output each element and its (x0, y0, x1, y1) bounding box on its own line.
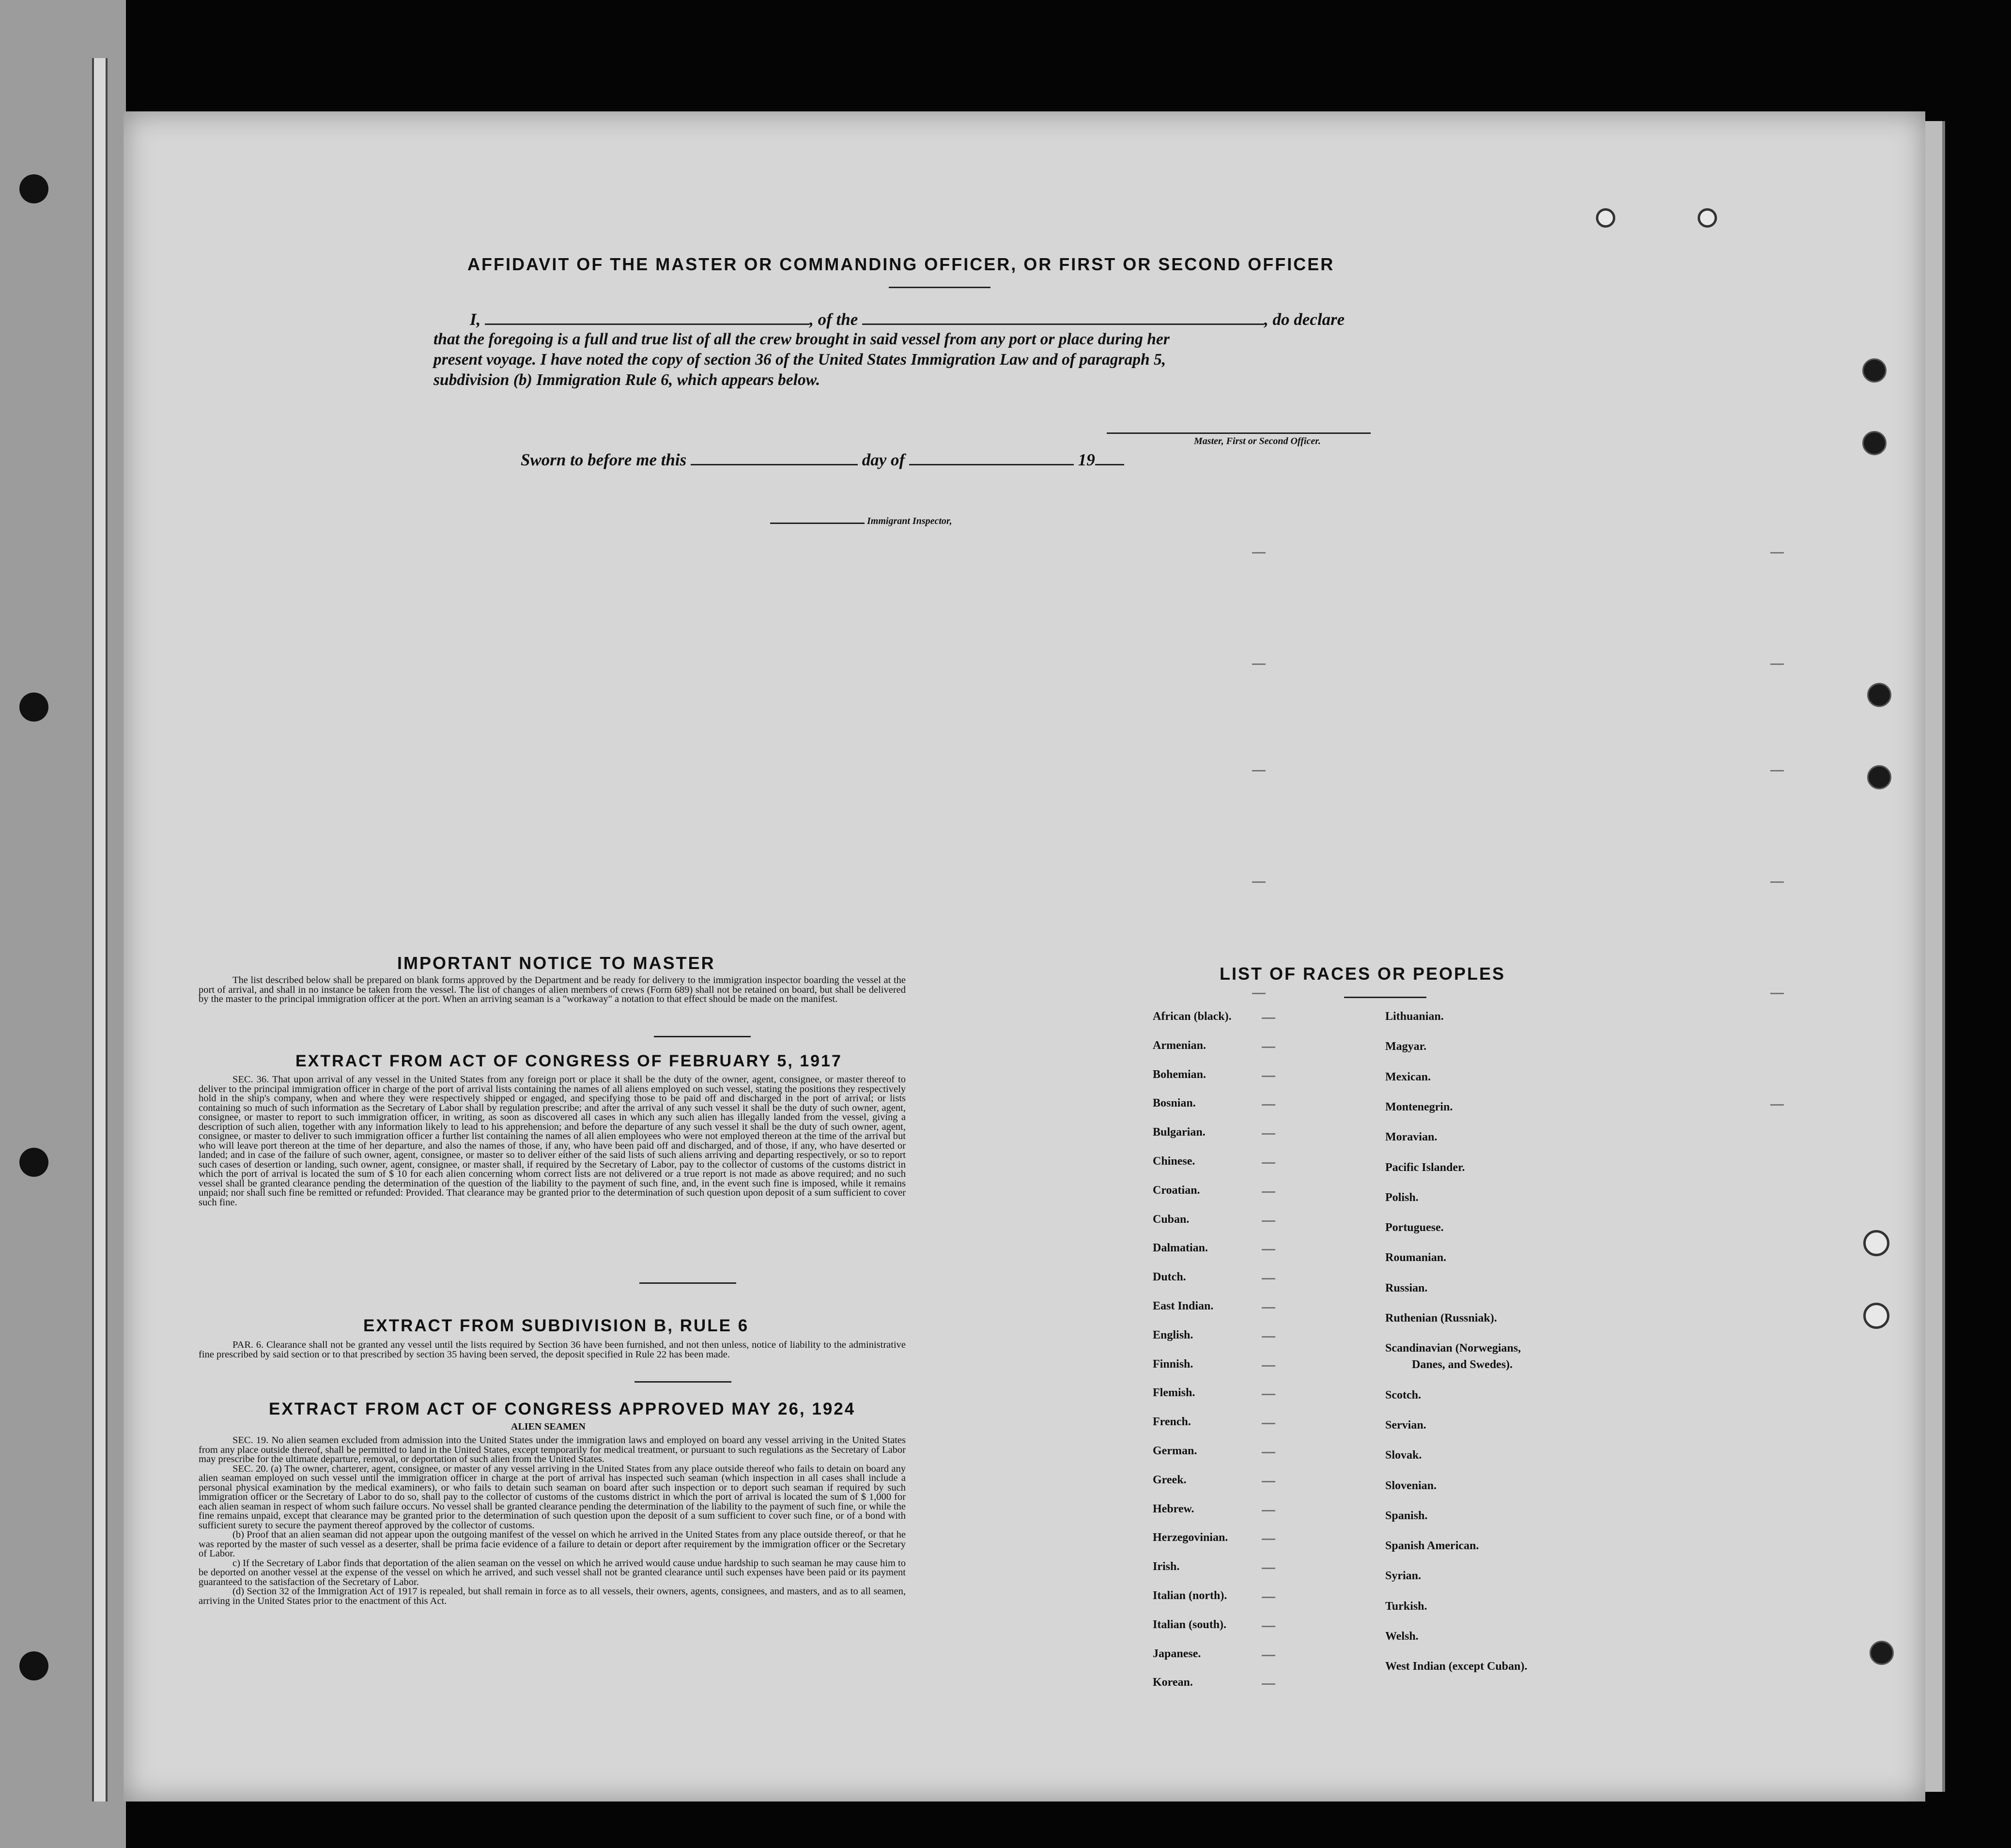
race-item: Herzegovinian. (1153, 1531, 1228, 1544)
bleed-through-mark (1262, 1539, 1275, 1540)
punch-hole (1862, 431, 1887, 455)
sworn-label: Sworn to before me this (521, 450, 687, 469)
section-19-paragraph: SEC. 19. No alien seamen excluded from admission into the United States under the immigration laws and employed on board any vessel arriving in the United States from any place outside thereof, shall be permitted to land in the United States, except temporarily for medical treatment, or pursuant to such regulations as the Secretary of Labor may prescribe for the ultimate departure, removal, or deportation of such alien from the United States. (199, 1435, 906, 1464)
affidavit-of-the-label: , of the (809, 310, 858, 329)
affidavit-line-1 (470, 310, 1345, 329)
race-item: Magyar. (1385, 1040, 1427, 1053)
punch-hole (1867, 765, 1891, 789)
race-item: Finnish. (1153, 1357, 1193, 1371)
extract-1924-title: EXTRACT FROM ACT OF CONGRESS APPROVED MAY 26, 1924 (269, 1400, 856, 1418)
affidavit-line-3: present voyage. I have noted the copy of section 36 of the United States Immigration Law and of paragraph 5, (433, 351, 1166, 369)
affidavit-line-2: that the foregoing is a full and true list of all the crew brought in said vessel from any port or place during her (433, 330, 1170, 348)
section-20c-paragraph: c) If the Secretary of Labor finds that deportation of the alien seaman on the vessel on which he arrived would cause undue hardship to such seaman he may cause him to be deported on another vessel at the expense of the vessel on which he arrived, and such vessel shall not be granted clearance until such expenses have been paid or its payment guaranteed to the satisfaction of the Secretary of Labor. (199, 1557, 906, 1587)
race-item: English. (1153, 1328, 1193, 1341)
bleed-through-mark (1770, 993, 1784, 994)
bleed-through-mark (1770, 770, 1784, 771)
race-item: Welsh. (1385, 1630, 1419, 1643)
bleed-through-mark (1262, 1104, 1275, 1106)
title-rule (889, 287, 990, 288)
bleed-through-mark (1262, 1307, 1275, 1309)
race-item: Lithuanian. (1385, 1010, 1444, 1023)
race-item: Bohemian. (1153, 1068, 1207, 1081)
race-item: Syrian. (1385, 1570, 1422, 1583)
race-item: Korean. (1153, 1676, 1193, 1689)
section-rule (654, 1036, 751, 1037)
bleed-through-mark (1252, 993, 1266, 994)
races-title: LIST OF RACES OR PEOPLES (1220, 964, 1506, 984)
bleed-through-mark (1262, 1017, 1275, 1019)
race-item: Bulgarian. (1153, 1126, 1206, 1139)
race-item: French. (1153, 1416, 1191, 1429)
race-item: West Indian (except Cuban). (1385, 1660, 1528, 1673)
bleed-through-mark (1262, 1249, 1275, 1250)
extract-rule6-text-block (199, 1340, 906, 1359)
race-item: Dutch. (1153, 1271, 1186, 1284)
bleed-through-mark (1262, 1394, 1275, 1395)
bleed-through-mark (1262, 1191, 1275, 1193)
bleed-through-mark (1770, 1104, 1784, 1106)
punch-hole (1698, 208, 1717, 228)
binder-edge (92, 58, 108, 1802)
race-item: Spanish American. (1385, 1540, 1479, 1553)
race-item: Slovenian. (1385, 1479, 1437, 1492)
race-item: Flemish. (1153, 1386, 1195, 1400)
race-item: Italian (south). (1153, 1618, 1227, 1631)
punch-hole (1863, 1230, 1889, 1256)
bleed-through-mark (1262, 1220, 1275, 1222)
section-20d-paragraph: (d) Section 32 of the Immigration Act of 1917 is repealed, but shall remain in force as to all vessels, their owners, agents, consignees, and masters, and as to all seamen, arriving in the United States prior to the enactment of this Act. (199, 1586, 906, 1606)
signature-line[interactable] (1107, 432, 1371, 434)
race-item: Pacific Islander. (1385, 1161, 1465, 1174)
bleed-through-mark (1262, 1597, 1275, 1598)
inspector-caption: Immigrant Inspector, (867, 516, 952, 526)
affidavit-line-4: subdivision (b) Immigration Rule 6, which appears below. (433, 371, 820, 389)
affidavit-declare-label: , do declare (1264, 310, 1345, 329)
binder-hole (19, 1651, 48, 1680)
race-item: Armenian. (1153, 1039, 1206, 1052)
sworn-line (521, 450, 1124, 470)
extract-rule6-title: EXTRACT FROM SUBDIVISION B, RULE 6 (363, 1316, 749, 1335)
bleed-through-mark (1770, 881, 1784, 883)
race-item: Moravian. (1385, 1131, 1438, 1144)
extract-1917-text-block (199, 1075, 906, 1207)
alien-seamen-subtitle: ALIEN SEAMEN (511, 1421, 586, 1432)
race-item: Spanish. (1385, 1509, 1428, 1522)
race-item: Scandinavian (Norwegians, (1385, 1342, 1521, 1355)
race-item: Bosnian. (1153, 1097, 1196, 1110)
vessel-blank[interactable] (862, 323, 1264, 325)
sworn-year-blank[interactable] (1095, 464, 1124, 465)
sworn-day-blank[interactable] (691, 464, 858, 465)
race-item: Dalmatian. (1153, 1242, 1208, 1255)
race-item: German. (1153, 1445, 1197, 1457)
bleed-through-mark (1770, 663, 1784, 665)
section-rule (639, 1282, 736, 1284)
bleed-through-mark (1252, 770, 1266, 771)
bleed-through-mark (1262, 1336, 1275, 1338)
race-item: Montenegrin. (1385, 1100, 1453, 1113)
bleed-through-mark (1262, 1365, 1275, 1367)
race-item: Turkish. (1385, 1600, 1427, 1613)
race-item: Irish. (1153, 1560, 1180, 1573)
punch-hole (1863, 1303, 1889, 1329)
signature-caption: Master, First or Second Officer. (1194, 436, 1321, 447)
race-item: Chinese. (1153, 1155, 1195, 1168)
bleed-through-mark (1252, 663, 1266, 665)
bleed-through-mark (1262, 1133, 1275, 1135)
bleed-through-mark (1262, 1655, 1275, 1656)
bleed-through-mark (1262, 1076, 1275, 1077)
section-20a-paragraph: SEC. 20. (a) The owner, charterer, agent, consignee, or master of any vessel arriving in the United States from any place outside thereof who fails to detain on board any alien seaman employed on such vessel until the immigration officer in charge at the port of arrival has inspected such seaman (which inspection in all cases shall include a personal physical examination by the medical examiners), or who fails to detain such seaman on board after such inspection or to deport such seaman if required by such immigration officer or the Secretary of Labor to do so, shall pay to the collector of customs of the customs district in which the port of arrival is located the sum of $ 1,000 for each alien seaman in respect of whom such failure occurs. No vessel shall be granted clearance pending the determination of the liability to the payment of such fine, or while the fine remains unpaid, except that clearance may be granted prior to the determination of such question upon the deposit of a sum sufficient to cover such fine, or of a bond with sufficient surety to secure the payment thereof approved by the collector of customs. (199, 1463, 906, 1531)
bleed-through-mark (1262, 1278, 1275, 1279)
bleed-through-mark (1770, 552, 1784, 554)
race-item: Servian. (1385, 1418, 1426, 1432)
race-item: Italian (north). (1153, 1589, 1227, 1602)
document-page (124, 111, 1925, 1802)
race-item: Polish. (1385, 1191, 1419, 1204)
affidavit-title: AFFIDAVIT OF THE MASTER OR COMMANDING OFFICER, OR FIRST OR SECOND OFFICER (467, 254, 1335, 274)
race-item: Hebrew. (1153, 1502, 1194, 1515)
race-item: Cuban. (1153, 1213, 1190, 1226)
section-rule (1344, 997, 1426, 998)
bleed-through-mark (1262, 1162, 1275, 1164)
bleed-through-mark (1252, 552, 1266, 554)
punch-hole (1867, 683, 1891, 707)
section-20b-paragraph: (b) Proof that an alien seaman did not appear upon the outgoing manifest of the vessel on which he arrived in the United States from any place outside thereof, or that he was reported by the master of such vessel as a deserter, shall be prima facie evidence of a failure to detain or deport after requirement by the immigration officer or the Secretary of Labor. (199, 1529, 906, 1559)
race-item: Scotch. (1385, 1388, 1421, 1401)
bleed-through-mark (1262, 1047, 1275, 1048)
bleed-through-mark (1262, 1568, 1275, 1569)
bleed-through-mark (1262, 1626, 1275, 1627)
race-item: Roumanian. (1385, 1251, 1447, 1264)
extract-1924-text-block (199, 1436, 906, 1606)
section-rule (634, 1381, 731, 1383)
inspector-line (770, 516, 952, 527)
binder-hole (19, 693, 48, 722)
extract-1917-title: EXTRACT FROM ACT OF CONGRESS OF FEBRUARY 5, 1917 (295, 1052, 842, 1070)
race-item: Danes, and Swedes). (1412, 1358, 1513, 1371)
race-item: Russian. (1385, 1281, 1428, 1294)
race-item: Japanese. (1153, 1647, 1201, 1660)
race-item: Portuguese. (1385, 1221, 1444, 1234)
bleed-through-mark (1252, 881, 1266, 883)
section-36-paragraph: SEC. 36. That upon arrival of any vessel in the United States from any foreign port or place it shall be the duty of the owner, agent, consignee, or master thereof to deliver to the principal immigration officer in charge of the port of arrival lists containing the names of all aliens employed on such vessel, stating the positions they respectively hold in the ship's company, when and where they were respectively shipped or engaged, and specifying those to be paid off and discharged in the port of arrival; or lists containing so much of such information as the Secretary of Labor shall by regulation prescribe; and after the arrival of any such vessel it shall be the duty of such owner, agent, consignee, or master to report to such immigration officer, in writing, as soon as discovered all cases in which any such alien has illegally landed from the vessel, giving a description of such alien, together with any information likely to lead to his apprehension; and before the departure of any such vessel it shall be the duty of such owner, agent, consignee, or master to deliver to such immigration officer a further list containing the names of all alien employees who were not employed thereon at the time of the arrival but who will leave port thereon at the time of her departure, and also the names of those, if any, who have been paid off and discharged, and of those, if any, who have deserted or landed; and in case of the failure of such owner, agent, consignee, or master so to deliver either of the said lists of such aliens arriving and departing respectively, or so to report such cases of desertion or landing, such owner, agent, consignee, or master shall, if required by the Secretary of Labor, pay to the collector of customs of the customs district in which the port of arrival is located the sum of $ 10 for each alien concerning whom correct lists are not delivered or a true report is not made as above required; and no such vessel shall be granted clearance pending the determination of the question of the liability to the payment of such fine, and, in the event such fine is imposed, while it remains unpaid; nor shall such fine be remitted or refunded: Provided. That clearance may be granted prior to the determination of such question upon deposit of a sum sufficient to cover such fine. (199, 1074, 906, 1208)
race-item: African (black). (1153, 1010, 1232, 1023)
bleed-through-mark (1262, 1481, 1275, 1482)
affidavit-i-label: I, (470, 310, 481, 329)
inspector-signature-blank[interactable] (770, 523, 865, 524)
year-prefix-label: 19 (1078, 450, 1095, 469)
race-item: Mexican. (1385, 1070, 1431, 1083)
paragraph-6: PAR. 6. Clearance shall not be granted any vessel until the lists required by Section 36 have been furnished, and not then unless, notice of liability to the administrative fine prescribed by said section or to that prescribed by section 35 having been served, the deposit specified in Rule 22 has been made. (199, 1340, 906, 1360)
punch-hole (1870, 1641, 1894, 1665)
race-item: East Indian. (1153, 1300, 1214, 1312)
bleed-through-mark (1262, 1683, 1275, 1685)
bleed-through-mark (1262, 1452, 1275, 1453)
sworn-month-blank[interactable] (909, 464, 1074, 465)
notice-title: IMPORTANT NOTICE TO MASTER (397, 953, 715, 973)
binder-hole (19, 1148, 48, 1177)
name-blank[interactable] (485, 323, 809, 325)
bleed-through-mark (1262, 1510, 1275, 1511)
race-item: Slovak. (1385, 1449, 1422, 1462)
bleed-through-mark (1262, 1423, 1275, 1424)
race-item: Greek. (1153, 1473, 1187, 1486)
notice-paragraph: The list described below shall be prepared on blank forms approved by the Department and be ready for delivery to the immigration inspector boarding the vessel at the port of arrival, and shall in no instance be taken from the vessel. The list of changes of alien members of crews (Form 689) shall not be retained on board, but shall be delivered by the master to the principal immigration officer at the port. When an arriving seaman is a "workaway" a notation to that effect should be made on the manifest. (199, 975, 906, 1004)
punch-hole (1596, 208, 1615, 228)
notice-text-block (199, 976, 906, 1004)
day-of-label: day of (862, 450, 905, 469)
race-item: Croatian. (1153, 1184, 1200, 1197)
binder-hole (19, 174, 48, 203)
race-item: Ruthenian (Russniak). (1385, 1312, 1497, 1324)
punch-hole (1862, 358, 1887, 383)
